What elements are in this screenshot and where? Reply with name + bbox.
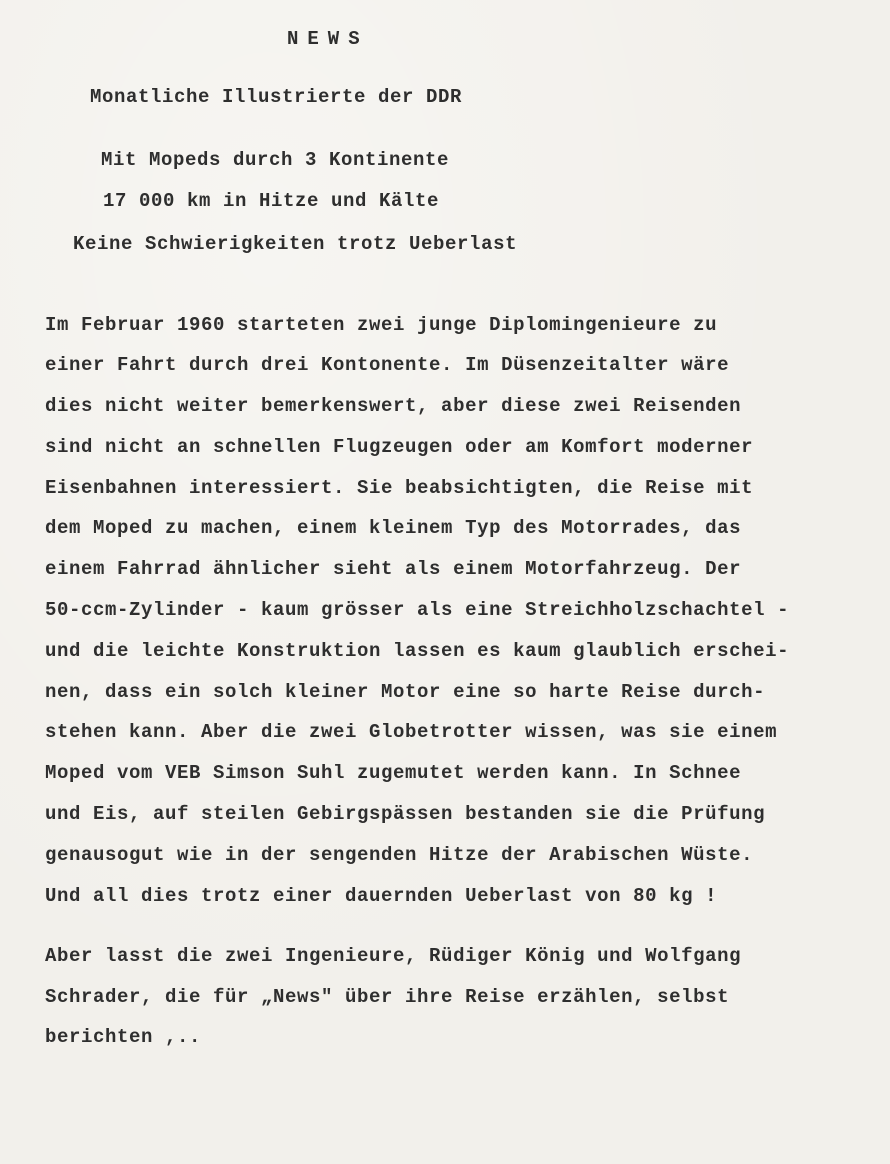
body-line: Eisenbahnen interessiert. Sie beabsichtigten, die Reise mit: [45, 477, 754, 499]
body-line: sind nicht an schnellen Flugzeugen oder am Komfort moderner: [45, 436, 754, 458]
masthead: NEWS: [287, 28, 369, 50]
headline-line: Mit Mopeds durch 3 Kontinente: [101, 149, 450, 171]
body-line: dem Moped zu machen, einem kleinem Typ des Motorrades, das: [45, 517, 742, 539]
body-line: 50-ccm-Zylinder - kaum grösser als eine Streichholzschachtel -: [45, 599, 790, 621]
body-line: Im Februar 1960 starteten zwei junge Diplomingenieure zu: [45, 314, 718, 336]
body-line: stehen kann. Aber die zwei Globetrotter wissen, was sie einem: [45, 721, 778, 743]
body-line: genausogut wie in der sengenden Hitze der Arabischen Wüste.: [45, 844, 754, 866]
body-line: Moped vom VEB Simson Suhl zugemutet werden kann. In Schnee: [45, 762, 742, 784]
body-line: einem Fahrrad ähnlicher sieht als einem Motorfahrzeug. Der: [45, 558, 742, 580]
body-line: berichten ,..: [45, 1026, 202, 1048]
body-line: Und all dies trotz einer dauernden Ueberlast von 80 kg !: [45, 885, 718, 907]
body-line: nen, dass ein solch kleiner Motor eine so harte Reise durch-: [45, 681, 766, 703]
subtitle: Monatliche Illustrierte der DDR: [90, 86, 463, 108]
headline-line: 17 000 km in Hitze und Kälte: [103, 190, 440, 212]
body-line: Aber lasst die zwei Ingenieure, Rüdiger König und Wolfgang: [45, 945, 742, 967]
body-line: und Eis, auf steilen Gebirgspässen bestanden sie die Prüfung: [45, 803, 766, 825]
body-line: einer Fahrt durch drei Kontonente. Im Düsenzeitalter wäre: [45, 354, 730, 376]
body-line: und die leichte Konstruktion lassen es kaum glaublich erschei-: [45, 640, 790, 662]
body-line: dies nicht weiter bemerkenswert, aber diese zwei Reisenden: [45, 395, 742, 417]
body-line: Schrader, die für „News" über ihre Reise erzählen, selbst: [45, 986, 730, 1008]
headline-line: Keine Schwierigkeiten trotz Ueberlast: [73, 233, 518, 255]
